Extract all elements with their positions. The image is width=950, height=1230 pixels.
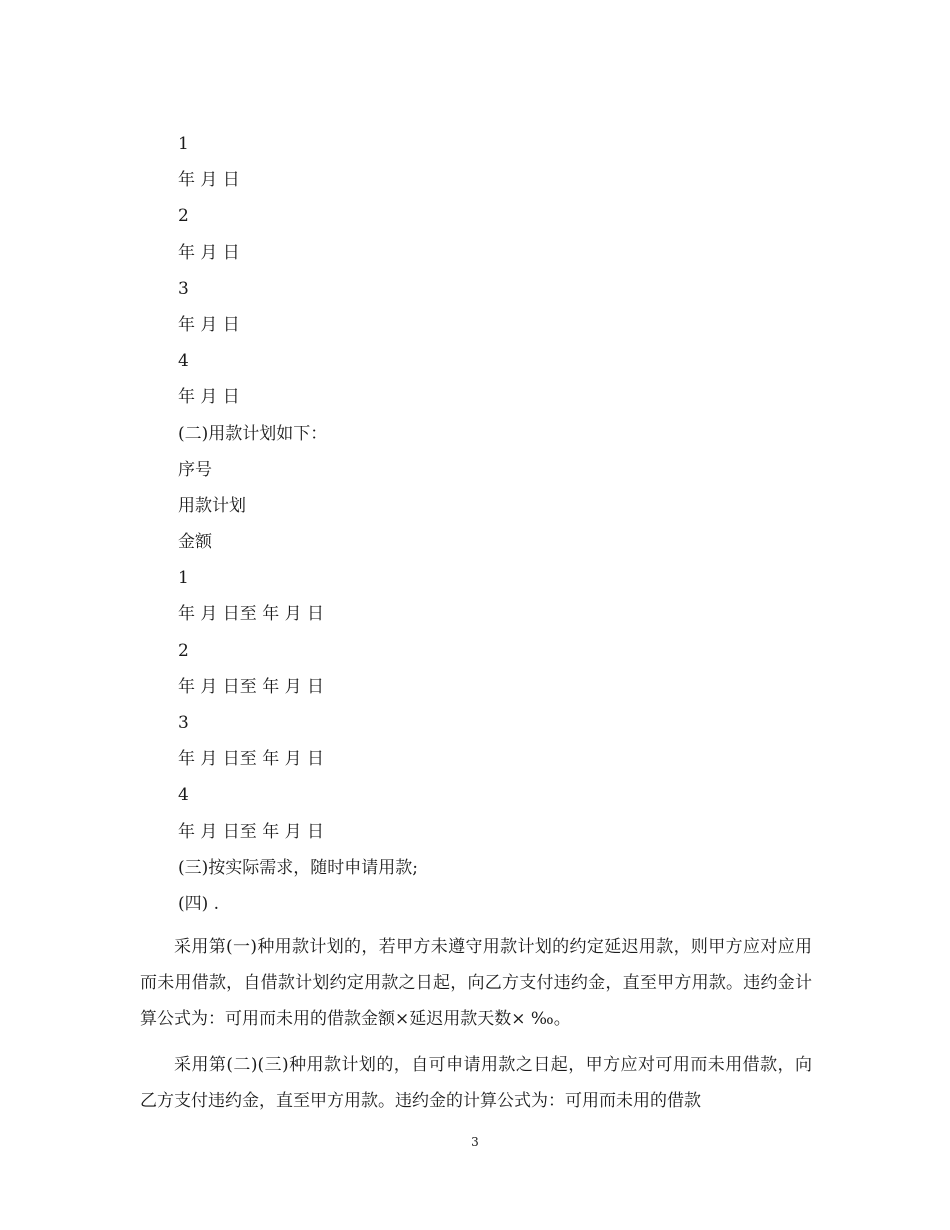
line-item: 年 月 日至 年 月 日 xyxy=(178,749,325,770)
line-item: 年 月 日至 年 月 日 xyxy=(178,821,325,842)
line-item: 年 月 日 xyxy=(178,314,240,335)
line-item: 年 月 日至 年 月 日 xyxy=(178,676,325,697)
page-number: 3 xyxy=(471,1135,479,1149)
line-item: 年 月 日 xyxy=(178,387,240,408)
line-item: 3 xyxy=(178,278,189,299)
line-item: 序号 xyxy=(178,459,212,480)
line-item: (四) . xyxy=(178,893,220,914)
body-text xyxy=(140,929,812,1129)
paragraph: 采用第(二)(三)种用款计划的，自可申请用款之日起，甲方应对可用而未用借款，向乙方支付违约金，直至甲方用款。违约金的计算公式为：可用而未用的借款 xyxy=(140,1055,812,1111)
line-item: (二)用款计划如下： xyxy=(178,423,328,444)
line-item: 年 月 日至 年 月 日 xyxy=(178,604,325,625)
line-item: 3 xyxy=(178,713,189,733)
paragraph: 采用第(一)种用款计划的，若甲方未遵守用款计划的约定延迟用款，则甲方应对应用而未用借款，自借款计划约定用款之日起，向乙方支付违约金，直至甲方用款。违约金计算公式为：可用而未用的借款金额×延迟用款天数× ‰。 xyxy=(140,937,812,1029)
line-item: 4 xyxy=(178,785,189,806)
line-item: 年 月 日 xyxy=(178,242,240,263)
line-item: 金额 xyxy=(178,532,212,553)
line-item: 4 xyxy=(178,351,189,372)
line-item: 用款计划 xyxy=(178,495,246,516)
line-item: 2 xyxy=(178,640,189,661)
line-item: 1 xyxy=(178,134,189,154)
plan-lines xyxy=(178,132,418,928)
line-item: (三)按实际需求，随时申请用款; xyxy=(178,857,418,878)
line-item: 年 月 日 xyxy=(178,170,240,191)
line-item: 1 xyxy=(178,568,189,589)
line-item: 2 xyxy=(178,206,189,227)
